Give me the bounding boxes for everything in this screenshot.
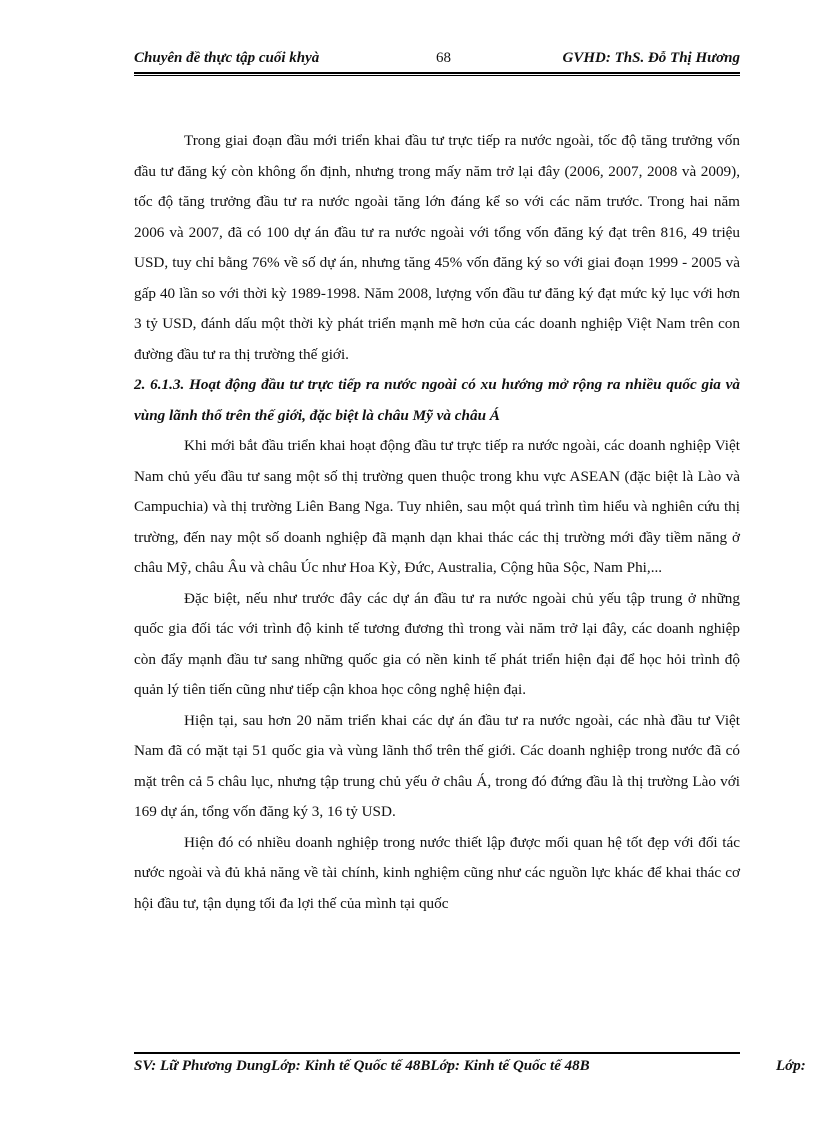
header-title: Chuyên đề thực tập cuối khyà	[134, 50, 320, 66]
footer-student: SV: Lữ Phương DungLớp: Kinh tế Quốc tế 48BLớp: Kinh tế Quốc tế 48B	[134, 1058, 590, 1074]
document-body	[134, 126, 740, 919]
page-footer	[134, 1058, 814, 1075]
paragraph-5: Hiện đó có nhiều doanh nghiệp trong nước thiết lập được mối quan hệ tốt đẹp với đối tác nước ngoài và đủ khả năng về tài chính, kinh nghiệm cũng như các nguồn lực khác để khai thác cơ hội đầu tư, tận dụng tối đa lợi thế của mình tại quốc	[134, 833, 740, 912]
header-divider	[134, 72, 740, 76]
section-heading: 2. 6.1.3. Hoạt động đầu tư trực tiếp ra nước ngoài có xu hướng mở rộng ra nhiều quốc gia và vùng lãnh thổ trên thế giới, đặc biệt là châu Mỹ và châu Á	[134, 376, 740, 424]
header-supervisor: GVHD: ThS. Đỗ Thị Hương	[562, 50, 740, 66]
paragraph-4: Hiện tại, sau hơn 20 năm triển khai các dự án đầu tư ra nước ngoài, các nhà đầu tư Việt Nam đã có mặt tại 51 quốc gia và vùng lãnh thổ trên thế giới. Các doanh nghiệp trong nước đã có mặt trên cả 5 châu lục, nhưng tập trung chủ yếu ở châu Á, trong đó đứng đầu là thị trường Lào với 169 dự án, tổng vốn đăng ký 3, 16 tỷ USD.	[134, 711, 740, 820]
paragraph-3: Đặc biệt, nếu như trước đây các dự án đầu tư ra nước ngoài chủ yếu tập trung ở những quốc gia đối tác với trình độ kinh tế tương đương thì trong vài năm trở lại đây, các doanh nghiệp còn đẩy mạnh đầu tư sang những quốc gia có nền kinh tế phát triển hiện đại để học hỏi trình độ quản lý tiên tiến cũng như tiếp cận khoa học công nghệ hiện đại.	[134, 589, 740, 698]
footer-divider	[134, 1052, 740, 1054]
paragraph-2: Khi mới bắt đầu triển khai hoạt động đầu tư trực tiếp ra nước ngoài, các doanh nghiệp Việt Nam chủ yếu đầu tư sang một số thị trường quen thuộc trong khu vực ASEAN (đặc biệt là Lào và Campuchia) và thị trường Liên Bang Nga. Tuy nhiên, sau một quá trình tìm hiểu và nghiên cứu thị trường, đến nay một số doanh nghiệp đã mạnh dạn khai thác các thị trường mới đầy tiềm năng ở châu Mỹ, châu Âu và châu Úc như Hoa Kỳ, Đức, Australia, Cộng hũa Sộc, Nam Phi,...	[134, 437, 740, 576]
footer-class: Lớp:	[776, 1058, 806, 1074]
paragraph-1: Trong giai đoạn đầu mới triển khai đầu tư trực tiếp ra nước ngoài, tốc độ tăng trưởng vốn đầu tư đăng ký còn không ổn định, nhưng trong mấy năm trở lại đây (2006, 2007, 2008 và 2009), tốc độ tăng trưởng đầu tư ra nước ngoài tăng lớn đáng kể so với các năm trước. Trong hai năm 2006 và 2007, đã có 100 dự án đầu tư ra nước ngoài với tổng vốn đăng ký đạt trên 816, 49 triệu USD, tuy chỉ bằng 76% về số dự án, nhưng tăng 45% vốn đăng ký so với giai đoạn 1999 - 2005 và gấp 40 lần so với thời kỳ 1989-1998. Năm 2008, lượng vốn đầu tư đăng ký đạt mức kỷ lục với hơn 3 tỷ USD, đánh dấu một thời kỳ phát triển mạnh mẽ hơn của các doanh nghiệp Việt Nam trên con đường đầu tư ra thị trường thế giới.	[134, 132, 740, 363]
page-number: 68	[436, 50, 451, 66]
page-header	[134, 48, 740, 72]
